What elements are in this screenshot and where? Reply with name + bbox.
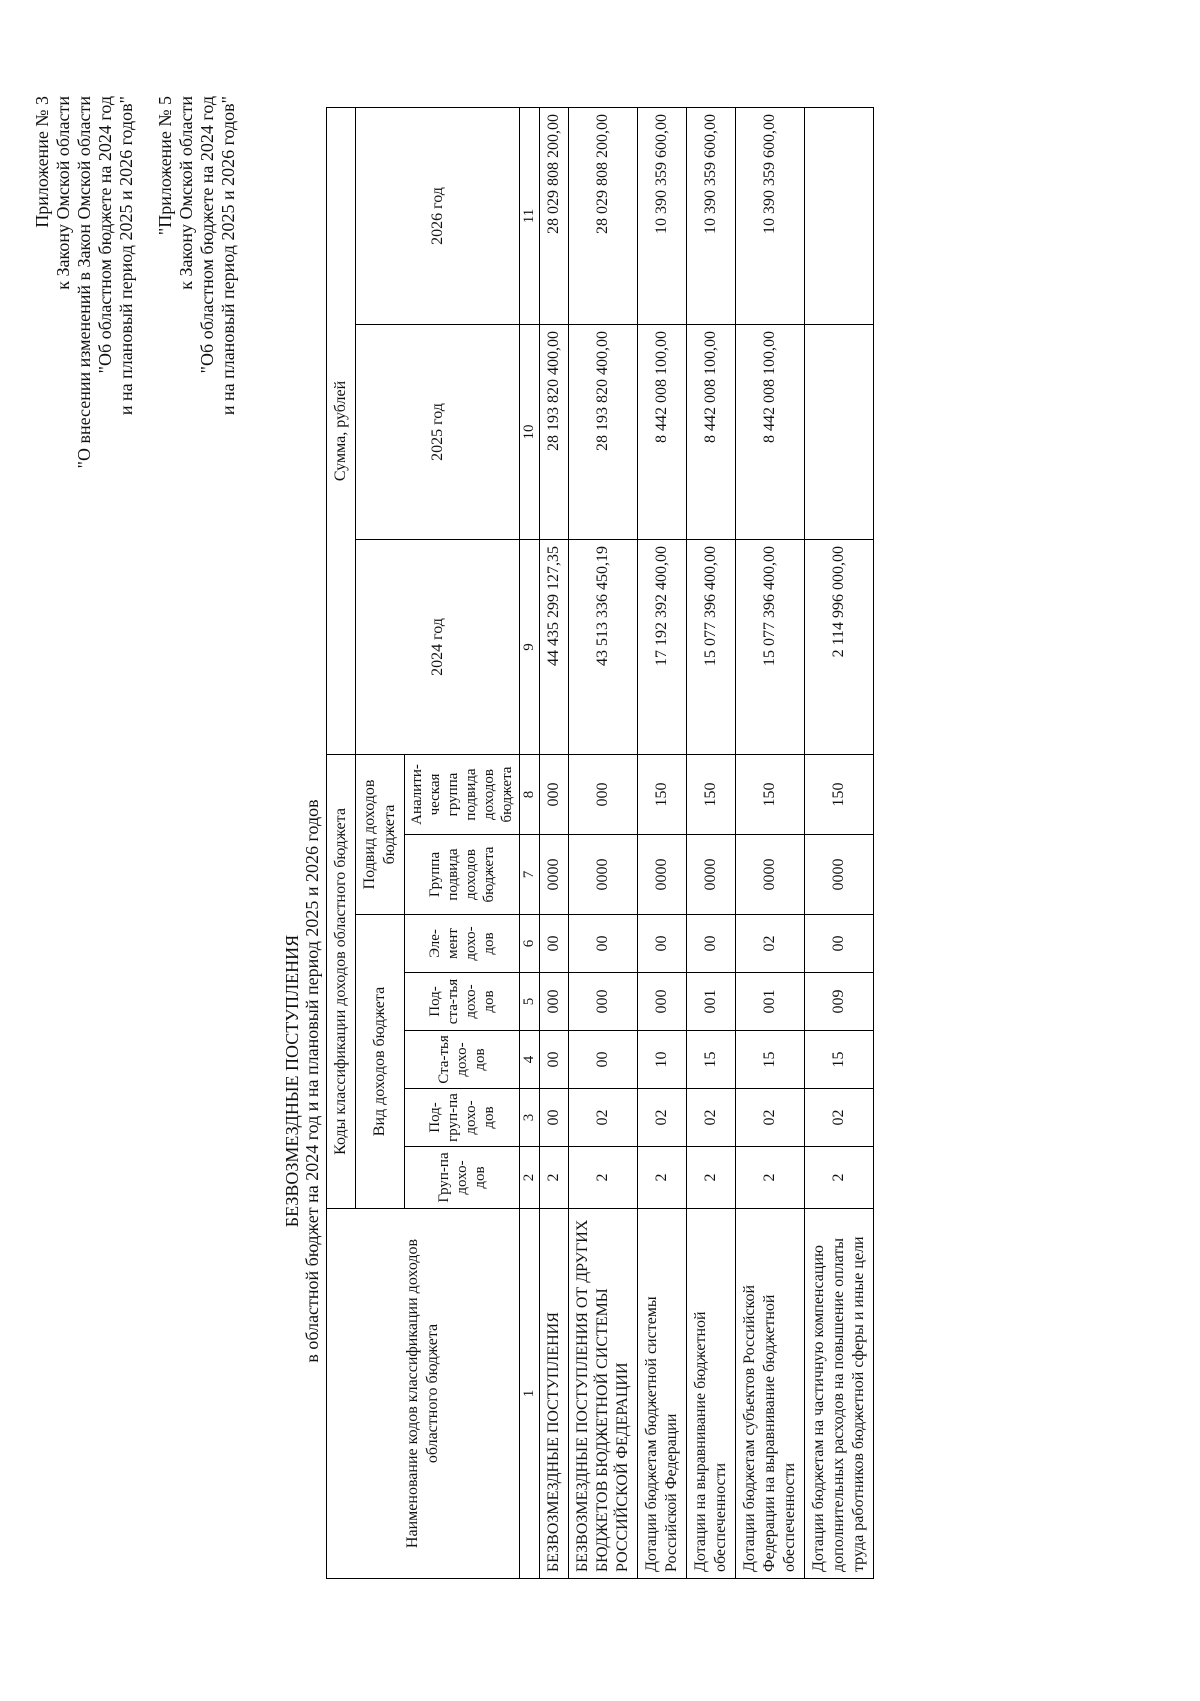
column-index-row — [520, 107, 540, 1578]
row-code-group: 2 — [540, 1147, 569, 1209]
header-sum: Сумма, рублей — [327, 107, 356, 754]
row-code-element: 00 — [687, 915, 736, 973]
revenue-table — [326, 107, 874, 1579]
row-code-analytic-group: 000 — [569, 754, 638, 834]
row-code-element: 00 — [638, 915, 687, 973]
header-2024: 2024 год — [356, 539, 520, 754]
row-code-subgroup: 02 — [687, 1089, 736, 1147]
row-code-subgroup: 02 — [805, 1089, 874, 1147]
row-code-subgroup: 02 — [569, 1089, 638, 1147]
row-code-subkind-group: 0000 — [805, 835, 874, 915]
row-amount-2024: 17 192 392 400,00 — [638, 539, 687, 754]
column-index: 6 — [520, 915, 540, 973]
row-code-subarticle: 000 — [569, 973, 638, 1031]
row-amount-2025: 28 193 820 400,00 — [540, 324, 569, 539]
row-code-element: 00 — [805, 915, 874, 973]
header-name: Наименование кодов классификации доходов областного бюджета — [327, 1209, 520, 1579]
column-index: 9 — [520, 539, 540, 754]
row-name: БЕЗВОЗМЕЗДНЫЕ ПОСТУПЛЕНИЯ — [540, 1209, 569, 1579]
column-index: 8 — [520, 754, 540, 834]
row-code-group: 2 — [569, 1147, 638, 1209]
row-amount-2025: 8 442 008 100,00 — [638, 324, 687, 539]
table-row — [638, 107, 687, 1578]
appendix-line: "Об областном бюджете на 2024 год — [197, 96, 217, 374]
row-code-element: 00 — [569, 915, 638, 973]
row-amount-2025: 8 442 008 100,00 — [736, 324, 805, 539]
row-name: Дотации бюджетам бюджетной системы Российской Федерации — [638, 1209, 687, 1579]
header-subkind: Подвид доходов бюджета — [356, 754, 405, 914]
column-index: 1 — [520, 1209, 540, 1579]
row-code-element: 02 — [736, 915, 805, 973]
header-2025: 2025 год — [356, 324, 520, 539]
row-amount-2024: 44 435 299 127,35 — [540, 539, 569, 754]
column-index: 11 — [520, 107, 540, 324]
row-amount-2026: 10 390 359 600,00 — [638, 107, 687, 324]
row-amount-2024: 43 513 336 450,19 — [569, 539, 638, 754]
row-code-article: 00 — [569, 1031, 638, 1089]
row-code-subarticle: 000 — [638, 973, 687, 1031]
row-amount-2025: 8 442 008 100,00 — [687, 324, 736, 539]
title-main: БЕЗВОЗМЕЗДНЫЕ ПОСТУПЛЕНИЯ — [282, 934, 302, 1228]
row-code-group: 2 — [805, 1147, 874, 1209]
header-row-1 — [327, 107, 356, 1578]
header-codes: Коды классификации доходов областного бюджета — [327, 754, 356, 1208]
header-subarticle: Под-ста-тья дохо-дов — [405, 973, 520, 1031]
appendix-line: и на плановый период 2025 и 2026 годов" — [116, 96, 136, 416]
appendix-line: и на плановый период 2025 и 2026 годов" — [218, 96, 238, 416]
row-code-group: 2 — [736, 1147, 805, 1209]
row-code-subarticle: 000 — [540, 973, 569, 1031]
appendix-line: "Приложение № 5 — [155, 96, 175, 236]
row-amount-2026: 28 029 808 200,00 — [540, 107, 569, 324]
row-name: Дотации на выравнивание бюджетной обеспеченности — [687, 1209, 736, 1579]
table-row — [687, 107, 736, 1578]
row-code-subarticle: 009 — [805, 973, 874, 1031]
row-code-analytic-group: 150 — [805, 754, 874, 834]
row-amount-2025 — [805, 324, 874, 539]
row-code-group: 2 — [687, 1147, 736, 1209]
row-amount-2025: 28 193 820 400,00 — [569, 324, 638, 539]
header-group: Груп-па дохо-дов — [405, 1147, 520, 1209]
row-name: Дотации бюджетам субъектов Российской Федерации на выравнивание бюджетной обеспеченности — [736, 1209, 805, 1579]
row-code-article: 10 — [638, 1031, 687, 1089]
row-code-analytic-group: 000 — [540, 754, 569, 834]
row-name: Дотации бюджетам на частичную компенсацию дополнительных расходов на повышение оплаты труда работников бюджетной сферы и иные цели — [805, 1209, 874, 1579]
row-code-article: 15 — [736, 1031, 805, 1089]
row-code-subgroup: 02 — [736, 1089, 805, 1147]
table-row — [569, 107, 638, 1578]
row-code-subkind-group: 0000 — [687, 835, 736, 915]
column-index: 3 — [520, 1089, 540, 1147]
row-code-subkind-group: 0000 — [540, 835, 569, 915]
row-amount-2024: 15 077 396 400,00 — [687, 539, 736, 754]
header-analytic-group: Аналити-ческая группа подвида доходов бюджета — [405, 754, 520, 834]
row-amount-2026: 28 029 808 200,00 — [569, 107, 638, 324]
row-code-subkind-group: 0000 — [736, 835, 805, 915]
row-code-subarticle: 001 — [736, 973, 805, 1031]
row-amount-2024: 15 077 396 400,00 — [736, 539, 805, 754]
table-row — [736, 107, 805, 1578]
row-code-element: 00 — [540, 915, 569, 973]
column-index: 10 — [520, 324, 540, 539]
table-row — [540, 107, 569, 1578]
row-code-article: 15 — [805, 1031, 874, 1089]
row-code-article: 15 — [687, 1031, 736, 1089]
appendix-header-old — [155, 96, 239, 415]
column-index: 2 — [520, 1147, 540, 1209]
row-amount-2026 — [805, 107, 874, 324]
column-index: 5 — [520, 973, 540, 1031]
row-code-subkind-group: 0000 — [638, 835, 687, 915]
appendix-line: "Об областном бюджете на 2024 год — [95, 96, 115, 374]
header-article: Ста-тья дохо-дов — [405, 1031, 520, 1089]
row-code-analytic-group: 150 — [638, 754, 687, 834]
appendix-line: "О внесении изменений в Закон Омской области — [74, 96, 94, 469]
row-code-analytic-group: 150 — [736, 754, 805, 834]
column-index: 7 — [520, 835, 540, 915]
row-code-subarticle: 001 — [687, 973, 736, 1031]
appendix-line: к Закону Омской области — [176, 96, 196, 290]
table-row — [805, 107, 874, 1578]
row-code-subkind-group: 0000 — [569, 835, 638, 915]
document-title — [282, 581, 322, 1581]
row-amount-2026: 10 390 359 600,00 — [687, 107, 736, 324]
title-sub: в областной бюджет на 2024 год и на плановый период 2025 и 2026 годов — [302, 799, 322, 1363]
header-subgroup: Под-груп-па дохо-дов — [405, 1089, 520, 1147]
header-subkind-group: Группа подвида доходов бюджета — [405, 835, 520, 915]
header-2026: 2026 год — [356, 107, 520, 324]
appendix-header-new — [32, 96, 137, 468]
row-code-subgroup: 02 — [638, 1089, 687, 1147]
row-amount-2026: 10 390 359 600,00 — [736, 107, 805, 324]
row-code-analytic-group: 150 — [687, 754, 736, 834]
appendix-line: к Закону Омской области — [53, 96, 73, 290]
row-code-subgroup: 00 — [540, 1089, 569, 1147]
header-element: Эле-мент дохо-дов — [405, 915, 520, 973]
row-name: БЕЗВОЗМЕЗДНЫЕ ПОСТУПЛЕНИЯ ОТ ДРУГИХ БЮДЖЕТОВ БЮДЖЕТНОЙ СИСТЕМЫ РОССИЙСКОЙ ФЕДЕРАЦИИ — [569, 1209, 638, 1579]
row-amount-2024: 2 114 996 000,00 — [805, 539, 874, 754]
row-code-article: 00 — [540, 1031, 569, 1089]
row-code-group: 2 — [638, 1147, 687, 1209]
header-kind: Вид доходов бюджета — [356, 915, 405, 1209]
column-index: 4 — [520, 1031, 540, 1089]
appendix-line: Приложение № 3 — [32, 96, 52, 228]
